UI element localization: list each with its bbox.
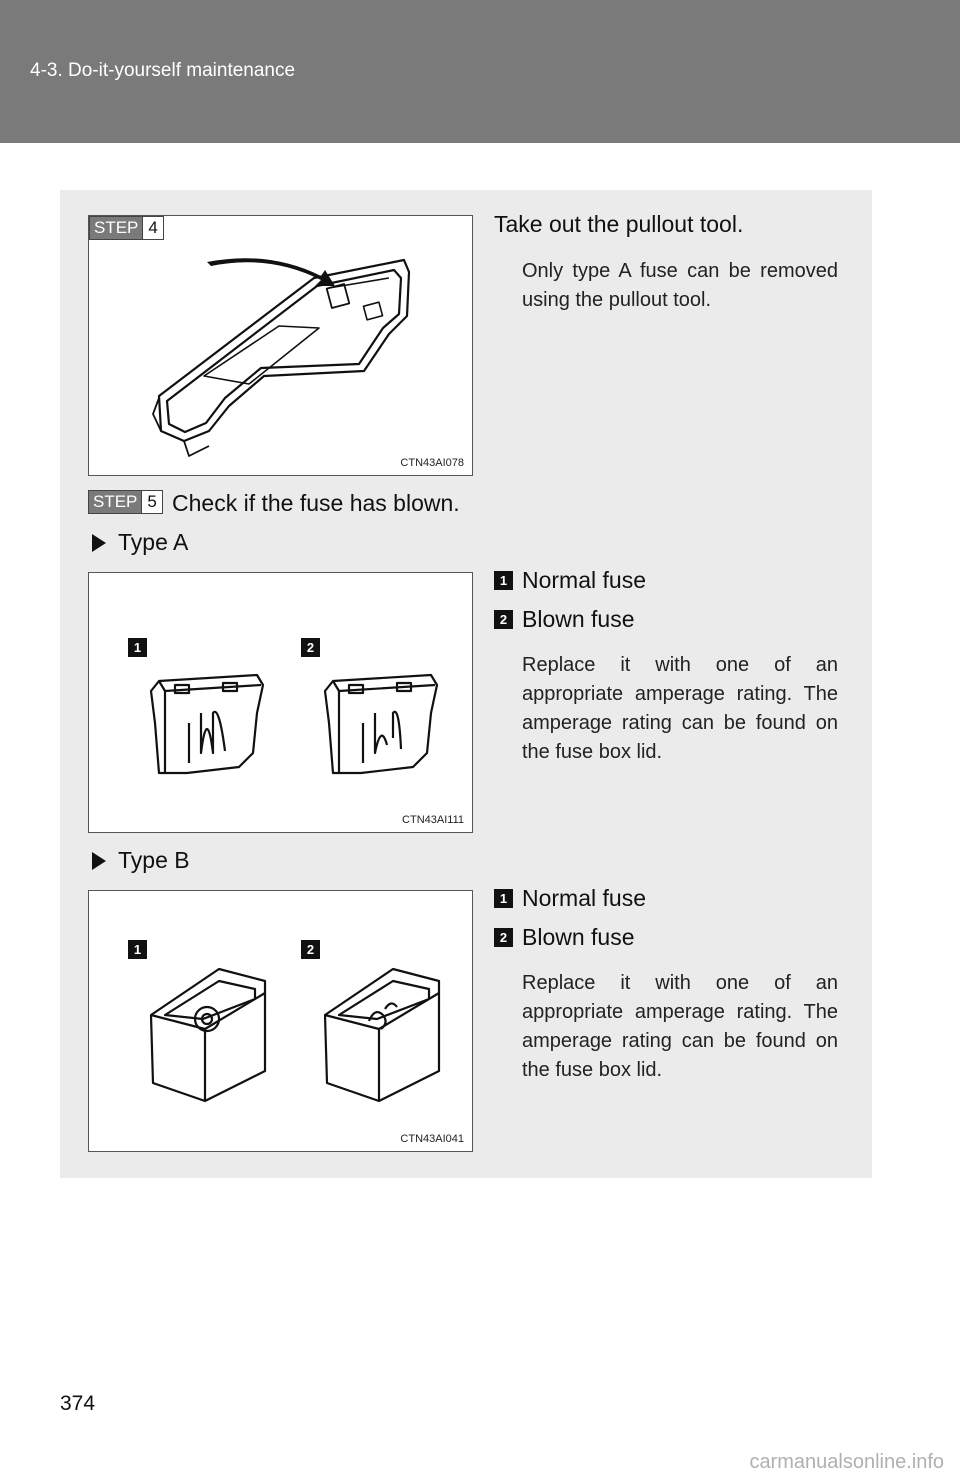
type-b-item-2	[494, 924, 635, 951]
type-b-note: Replace it with one of an appropriate amperage rating. The amperage rating can be found on the fuse box lid.	[522, 972, 838, 1081]
number-2-icon: 2	[494, 928, 513, 947]
figure-code: CTN43AI111	[402, 814, 464, 826]
type-a-item-2	[494, 606, 635, 633]
number-2-icon: 2	[494, 610, 513, 629]
type-b-label: Type B	[118, 847, 190, 873]
type-a-item-1	[494, 567, 646, 594]
number-1-icon: 1	[494, 571, 513, 590]
pullout-tool-figure	[88, 215, 473, 476]
number-1-icon: 1	[494, 889, 513, 908]
type-a-heading	[92, 529, 188, 556]
type-b-fuse-figure	[88, 890, 473, 1152]
type-a-fuse-figure	[88, 572, 473, 833]
callout-1: 1	[128, 940, 147, 959]
callout-2: 2	[301, 638, 320, 657]
type-a-note: Replace it with one of an appropriate amperage rating. The amperage rating can be found on the fuse box lid.	[522, 654, 838, 763]
triangle-bullet-icon	[92, 534, 106, 552]
type-a-item-1-label: Normal fuse	[522, 567, 646, 593]
type-b-fuse-illustration	[89, 891, 474, 1153]
figure-code: CTN43AI078	[400, 457, 464, 469]
type-a-item-2-label: Blown fuse	[522, 606, 635, 632]
step-4-note: Only type A fuse can be removed using the pullout tool.	[522, 260, 838, 311]
triangle-bullet-icon	[92, 852, 106, 870]
step-5-badge	[88, 490, 163, 514]
step-number: 4	[142, 217, 162, 239]
pullout-tool-illustration	[89, 216, 474, 477]
type-a-fuse-illustration	[89, 573, 474, 834]
step-word: STEP	[90, 217, 142, 239]
type-b-item-1	[494, 885, 646, 912]
step-word: STEP	[89, 491, 141, 513]
step-4-title: Take out the pullout tool.	[494, 211, 744, 237]
watermark: carmanualsonline.info	[749, 1451, 944, 1473]
type-b-item-2-label: Blown fuse	[522, 924, 635, 950]
type-b-item-1-label: Normal fuse	[522, 885, 646, 911]
type-a-label: Type A	[118, 529, 189, 555]
step-4-badge	[89, 216, 164, 240]
callout-2: 2	[301, 940, 320, 959]
step-number: 5	[141, 491, 161, 513]
page-header	[0, 0, 960, 143]
step-5-title: Check if the fuse has blown.	[172, 490, 460, 516]
figure-code: CTN43AI041	[400, 1133, 464, 1145]
callout-1: 1	[128, 638, 147, 657]
page-number: 374	[60, 1392, 96, 1415]
section-title: 4-3. Do-it-yourself maintenance	[30, 60, 296, 81]
type-b-heading	[92, 847, 190, 874]
